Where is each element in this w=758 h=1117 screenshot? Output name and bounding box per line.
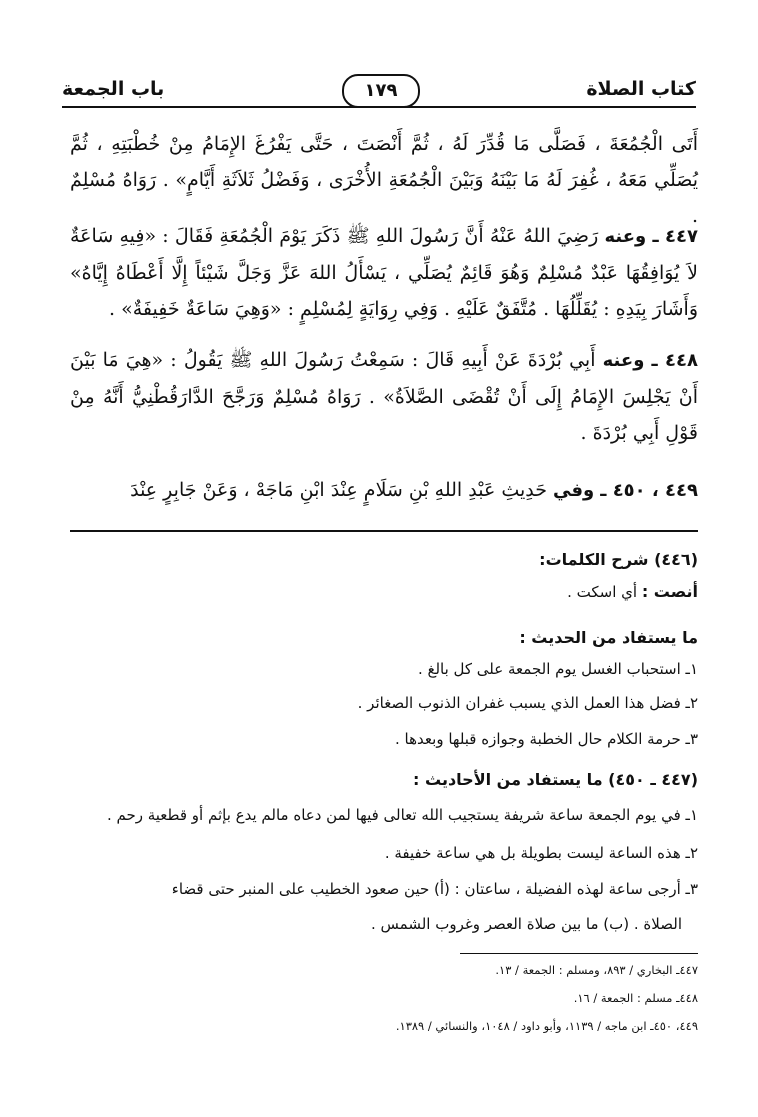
hadith-447-number: ٤٤٧ ـ	[652, 226, 698, 247]
benefit-item-1: ١ـ استحباب الغسل يوم الجمعة على كل بالغ .	[417, 660, 698, 678]
page-number: ١٧٩	[342, 74, 420, 108]
word-definition: أي اسكت .	[567, 583, 638, 601]
benefit2-item-3: ٣ـ أرجى ساعة لهذه الفضيلة ، ساعتان : (أ) حين صعود الخطيب على المنبر حتى قضاء	[171, 880, 698, 898]
running-header	[62, 74, 696, 114]
hadith-449-text: حَدِيثِ عَبْدِ اللهِ بْنِ سَلَامٍ عِنْدَ ابْنِ مَاجَهْ ، وَعَنْ جَابِرٍ عِنْدَ	[130, 479, 547, 501]
hadith-447-text: رَضِيَ اللهُ عَنْهُ أَنَّ رَسُولَ اللهِ ﷺ ذَكَرَ يَوْمَ الْجُمُعَةِ فَقَالَ : «فِيهِ سَاعَةٌ لاَ يُوَافِقُهَا عَبْدٌ مُسْلِمٌ وَهُوَ قَائِمٌ يُصَلِّي ، يَسْأَلُ اللهَ عَزَّ وَجَلَّ شَيْئاً إِلَّا أَعْطَاهُ إِيَّاهُ» وَأَشَارَ بِيَدِهِ : يُقَلِّلُهَا . مُتَّفَقٌ عَلَيْهِ . وَفِي رِوَايَةٍ لِمُسْلِمٍ : «وَهِيَ سَاعَةٌ خَفِيفَةٌ» .	[70, 225, 698, 320]
benefit-item-2: ٢ـ فضل هذا العمل الذي يسبب غفران الذنوب الصغائر .	[357, 694, 698, 712]
hadith-447	[70, 218, 698, 327]
header-rule	[62, 106, 696, 108]
hadith-448-text: أَبِي بُرْدَةَ عَنْ أَبِيهِ قَالَ : سَمِعْتُ رَسُولَ اللهِ ﷺ يَقُولُ : «هِيَ مَا بَيْنَ أَنْ يَجْلِسَ الإِمَامُ إِلَى أَنْ تُقْضَى الصَّلاَةُ» . رَوَاهُ مُسْلِمٌ وَرَجَّحَ الدَّارَقُطْنِيُّ أَنَّهُ مِنْ قَوْلِ أَبِي بُرْدَةَ .	[70, 349, 698, 444]
hadith-446-continuation: أَتَى الْجُمُعَةَ ، فَصَلَّى مَا قُدِّرَ لَهُ ، ثُمَّ أَنْصَتَ ، حَتَّى يَفْرُغَ الإِمَامُ مِنْ خُطْبَتِهِ ، ثُمَّ يُصَلِّي مَعَهُ ، غُفِرَ لَهُ مَا بَيْنَهُ وَبَيْنَ الْجُمُعَةِ الأُخْرَى ، وَفَضْلُ ثَلاَثَةِ أَيَّامٍ» . رَوَاهُ مُسْلِمٌ .	[70, 133, 698, 227]
footnote-2: ٤٤٨ـ مسلم : الجمعة / ١٦.	[573, 991, 698, 1005]
hadith-447-lead: وعنه	[604, 226, 647, 247]
benefits-heading: ما يستفاد من الحديث :	[519, 628, 698, 647]
word-entry	[70, 578, 698, 606]
footnote-rule	[460, 953, 698, 954]
benefit2-item-3-continued: الصلاة . (ب) ما بين صلاة العصر وغروب الشمس .	[370, 915, 682, 933]
hadith-449-450	[70, 472, 698, 509]
book-title: كتاب الصلاة	[586, 78, 696, 100]
footnote-1: ٤٤٧ـ البخاري / ٨٩٣، ومسلم : الجمعة / ١٣.	[495, 963, 698, 977]
hadith-449-lead: وفي	[553, 480, 595, 501]
hadith-448	[70, 342, 698, 451]
words-heading: (٤٤٦) شرح الكلمات:	[539, 550, 698, 569]
benefit-item-3: ٣ـ حرمة الكلام حال الخطبة وجوازه قبلها وبعدها .	[395, 730, 698, 748]
footnote-3: ٤٤٩، ٤٥٠ـ ابن ماجه / ١١٣٩، وأبو داود / ١٠٤٨، والنسائي / ١٣٨٩.	[395, 1019, 698, 1033]
hadith-448-lead: وعنه	[602, 350, 645, 371]
word-term: أنصت :	[641, 582, 698, 601]
hadith-449-number: ٤٤٩ ، ٤٥٠ ـ	[600, 480, 698, 501]
benefit2-item-2: ٢ـ هذه الساعة ليست بطويلة بل هي ساعة خفيفة .	[384, 844, 698, 862]
chapter-title: باب الجمعة	[62, 78, 165, 100]
section-divider	[70, 530, 698, 532]
benefit2-item-1: ١ـ في يوم الجمعة ساعة شريفة يستجيب الله تعالى فيها لمن دعاه مالم يدع بإثم أو قطعية رحم .	[106, 806, 698, 824]
benefits2-heading: (٤٤٧ ـ ٤٥٠) ما يستفاد من الأحاديث :	[413, 770, 698, 789]
hadith-448-number: ٤٤٨ ـ	[651, 350, 699, 371]
